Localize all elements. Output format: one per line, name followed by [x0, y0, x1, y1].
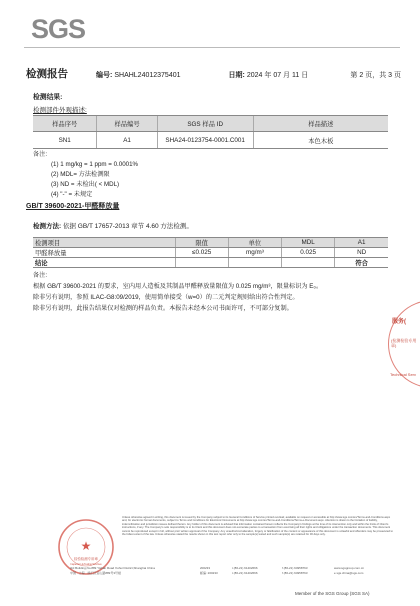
group-membership: Member of the SGS Group (SGS SA): [295, 591, 370, 596]
tel-en: t (86-21) 61402666: [232, 566, 258, 570]
empty-cell: [228, 258, 281, 268]
cell-test-item: 甲醛释放量: [33, 248, 175, 258]
method-label: 检测方法:: [33, 223, 62, 230]
sgs-logo: [30, 14, 94, 42]
col-limit: 限值: [175, 238, 228, 248]
tel-cn: t (86-21) 61402666: [232, 571, 258, 575]
fax-en: f (86-21) 64958763: [282, 566, 308, 570]
sample-table-header: [33, 116, 388, 132]
col-sgs-id: SGS 样品 ID: [157, 116, 253, 132]
cell-sgs-id: SHA24-0123754-0001.C001: [157, 132, 253, 149]
cell-sample-no: SN1: [33, 132, 97, 149]
address-row-cn: [70, 571, 395, 576]
col-test-item: 检测项目: [33, 238, 175, 248]
address-cn: 中国 · 上海 · 徐汇区宜山路889号3号楼: [70, 571, 122, 575]
cell-unit: mg/m³: [228, 248, 281, 258]
method-text: 依据 GB/T 17657-2013 章节 4.60 方法检测。: [62, 223, 193, 230]
address-en: 3rd Building,No.889 Yishan Road Xuhui District,Shanghai China: [70, 566, 155, 570]
notes-label: 备注:: [33, 151, 48, 158]
header-divider: [24, 47, 400, 48]
page-title: 检测报告: [26, 68, 68, 80]
conclusion-value: 符合: [335, 258, 388, 268]
cell-sample-desc: 本色木板: [253, 132, 388, 149]
seal-subtitle: Inspection & Testing Services: [70, 563, 102, 566]
report-header: [26, 66, 401, 81]
result-table-header: [33, 238, 388, 248]
sample-table: [33, 115, 388, 149]
zip-en: 200233: [200, 566, 211, 570]
table-row: [33, 248, 388, 258]
empty-cell: [282, 258, 335, 268]
col-unit: 单位: [228, 238, 281, 248]
note-item: (4) "-" = 未规定: [51, 191, 93, 198]
page-number: 第 2 页，共 3 页: [350, 72, 401, 79]
parts-description-title: 检测部件外观描述:: [33, 107, 87, 114]
stamp-right-subtext: (检测检验专用章): [391, 338, 417, 348]
stamp-right-text: 服务(: [392, 319, 406, 325]
conclusion-label: 结论: [33, 258, 175, 268]
notes2-block: [33, 270, 393, 314]
col-sample-no: 样品序号: [33, 116, 97, 132]
report-date: 2024 年 07 月 11 日: [246, 72, 309, 79]
fax-cn: f (86-21) 64958763: [282, 571, 308, 575]
seal-star-icon: ★: [80, 539, 92, 553]
col-mdl: MDL: [282, 238, 335, 248]
seal-title: 检验检测专用章: [74, 557, 98, 561]
result-table: [33, 237, 388, 268]
col-sample-desc: 样品描述: [253, 116, 388, 132]
note-item: (2) MDL= 方法检测限: [51, 171, 110, 178]
notes2-line: 根据 GB/T 39600-2021 的要求，室内用人造板及其制品甲醛释放量限值为 0.025 mg/m³，限量标识为 E₀。: [33, 283, 323, 290]
footer-address: [70, 566, 395, 576]
report-date-label: 日期:: [228, 72, 245, 79]
notes-block: [33, 150, 138, 200]
note-item: (3) ND = 未检出( < MDL): [51, 181, 120, 188]
email: e sgs.china@sgs.com: [334, 571, 364, 575]
col-a1: A1: [335, 238, 388, 248]
website: www.sgsgroup.com.cn: [334, 566, 365, 570]
empty-cell: [175, 258, 228, 268]
cell-limit: ≤0.025: [175, 248, 228, 258]
method-line: [33, 221, 193, 230]
notes2-line: 除非另有说明，此报告结果仅对检测的样品负责。本报告未经本公司书面许可，不可部分复制。: [33, 305, 293, 312]
report-number-label: 编号:: [96, 72, 113, 79]
conclusion-row: [33, 258, 388, 268]
cell-sample-code: A1: [97, 132, 157, 149]
cell-mdl: 0.025: [282, 248, 335, 258]
legal-disclaimer: Unless otherwise agreed in writing, this document is issued by the Company subject to its General Conditions of Service printed overleaf, available on request or accessible at http://www.sgs.com/en/Terms-and-Conditions.aspx and, for electronic format documents, subject to Terms and Conditions for Electronic Documents at http://www.sgs.com/en/Terms-and-Conditions/Terms-e-Document.aspx. Attention is drawn to the limitation of liability, indemnification and jurisdiction issues defined therein. Any holder of this document is advised that information contained hereon reflects the Company's findings at the time of its intervention only and within the limits of Client's instructions, if any. The Company's sole responsibility is to its Client and this document does not exonerate parties to a transaction from exercising all their rights and obligations under the transaction documents. This document cannot be reproduced except in full, without prior written approval of the Company. Any unauthorized alteration, forgery or falsification of the content or appearance of this document is unlawful and offenders may be prosecuted to the fullest extent of the law. Unless otherwise stated the results shown in this test report refer only to the sample(s) tested and such sample(s) are retained for 30 days only.: [122, 516, 393, 537]
note-item: (1) 1 mg/kg = 1 ppm = 0.0001%: [51, 161, 139, 168]
zip-cn: 邮编: 200233: [200, 571, 218, 575]
standard-title: GB/T 39600-2021-甲醛释放量: [26, 203, 120, 210]
results-title: 检测结果:: [33, 94, 63, 101]
cell-a1: ND: [335, 248, 388, 258]
col-sample-code: 样品编号: [97, 116, 157, 132]
table-row: [33, 132, 388, 149]
report-number: SHAHL24012375401: [114, 72, 181, 79]
stamp-right-english: Technical Serv: [390, 372, 417, 377]
sgs-logo-text: SGS: [31, 14, 86, 42]
notes2-line: 除非另有说明，参照 ILAC-G8:09/2019，使用简单接受（w=0）的二元判定规则给出符合性判定。: [33, 294, 299, 301]
stamp-right: [386, 300, 420, 390]
notes2-label: 备注:: [33, 272, 48, 279]
